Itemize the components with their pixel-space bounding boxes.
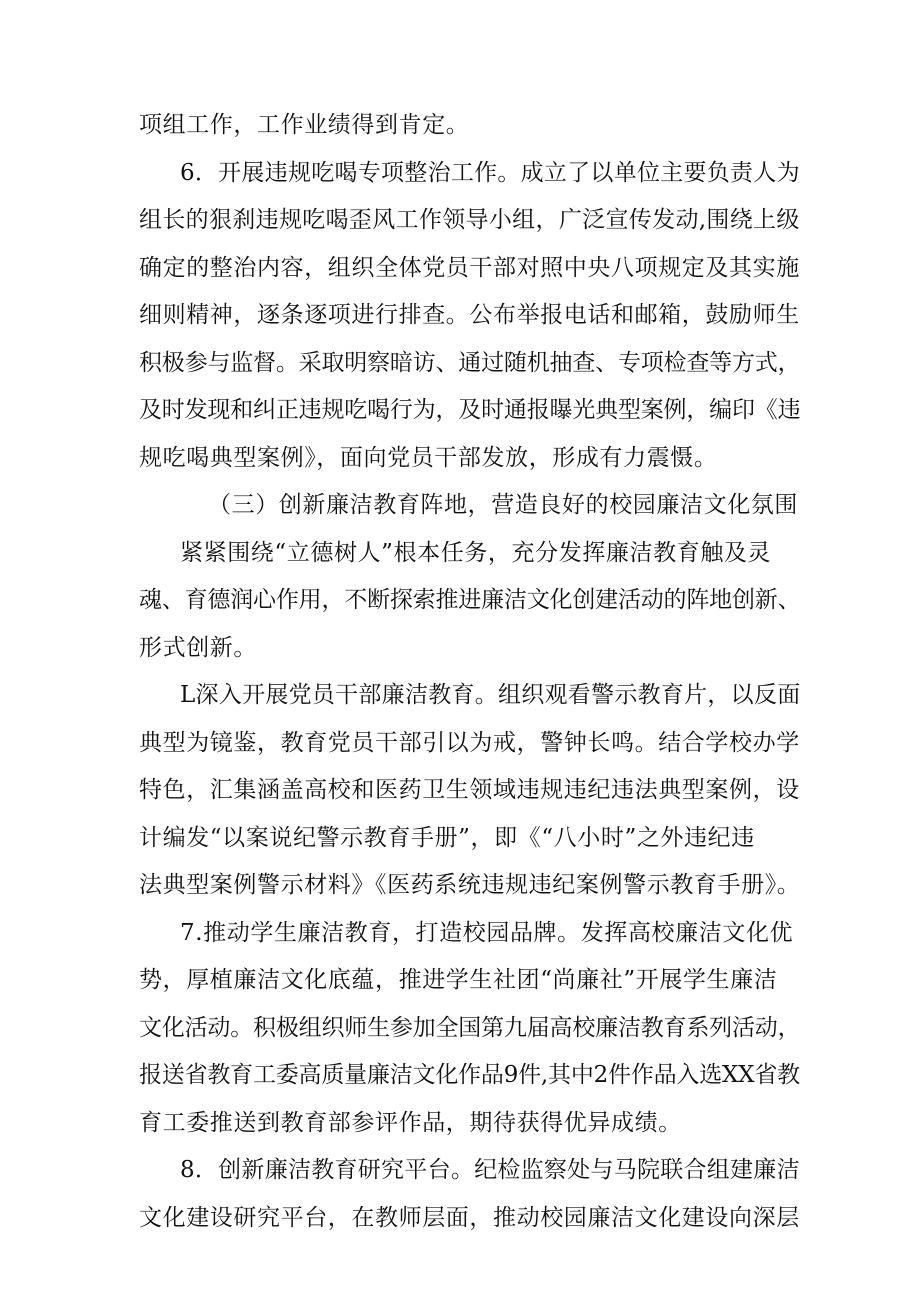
- text-line: 确定的整治内容，组织全体党员干部对照中央八项规定及其实施: [139, 255, 800, 281]
- section-heading: （三）创新廉洁教育阵地，营造良好的校园廉洁文化氛围: [208, 492, 798, 518]
- text-line: 项组工作，工作业绩得到肯定。: [139, 112, 470, 138]
- text-line: 7.推动学生廉洁教育，打造校园品牌。发挥高校廉洁文化优: [180, 920, 794, 946]
- text-line: 魂、育德润心作用，不断探索推进廉洁文化创建活动的阵地创新、: [139, 587, 801, 613]
- text-line: 文化活动。积极组织师生参加全国第九届高校廉洁教育系列活动，: [139, 1015, 801, 1041]
- text-line: L深入开展党员干部廉洁教育。组织观看警示教育片，以反面: [180, 682, 801, 708]
- text-line: 6．开展违规吃喝专项整治工作。成立了以单位主要负责人为: [180, 160, 800, 186]
- text-line: 积极参与监督。采取明察暗访、通过随机抽查、专项检查等方式，: [139, 350, 801, 376]
- text-line: 紧紧围绕“立德树人”根本任务，充分发挥廉洁教育触及灵: [180, 540, 772, 566]
- text-line: 育工委推送到教育部参评作品，期待获得优异成绩。: [139, 1110, 682, 1136]
- text-line: 法典型案例警示材料》《医药系统违规违纪案例警示教育手册》。: [139, 872, 801, 898]
- text-line: 特色，汇集涵盖高校和医药卫生领域违规违纪违法典型案例，设: [139, 777, 800, 803]
- text-line: 报送省教育工委高质量廉洁文化作品9件,其中2件作品入选XX省教: [139, 1062, 800, 1088]
- text-line: 及时发现和纠正违规吃喝行为，及时通报曝光典型案例，编印《违: [139, 397, 801, 423]
- text-line: 组长的狠刹违规吃喝歪风工作领导小组，广泛宣传发动,围绕上级: [139, 207, 800, 233]
- text-line: 典型为镜鉴，教育党员干部引以为戒，警钟长鸣。结合学校办学: [139, 730, 800, 756]
- text-line: 文化建设研究平台，在教师层面，推动校园廉洁文化建设向深层: [139, 1205, 800, 1231]
- text-line: 细则精神，逐条逐项进行排查。公布举报电话和邮箱，鼓励师生: [139, 302, 800, 328]
- text-line: 势，厚植廉洁文化底蕴，推进学生社团“尚廉社”开展学生廉洁: [139, 967, 778, 993]
- text-line: 形式创新。: [139, 635, 257, 661]
- text-line: 计编发“以案说纪警示教育手册”，即《“八小时”之外违纪违: [139, 825, 755, 851]
- text-line: 规吃喝典型案例》，面向党员干部发放，形成有力震慑。: [139, 445, 718, 471]
- text-line: 8．创新廉洁教育研究平台。纪检监察处与马院联合组建廉洁: [180, 1157, 800, 1183]
